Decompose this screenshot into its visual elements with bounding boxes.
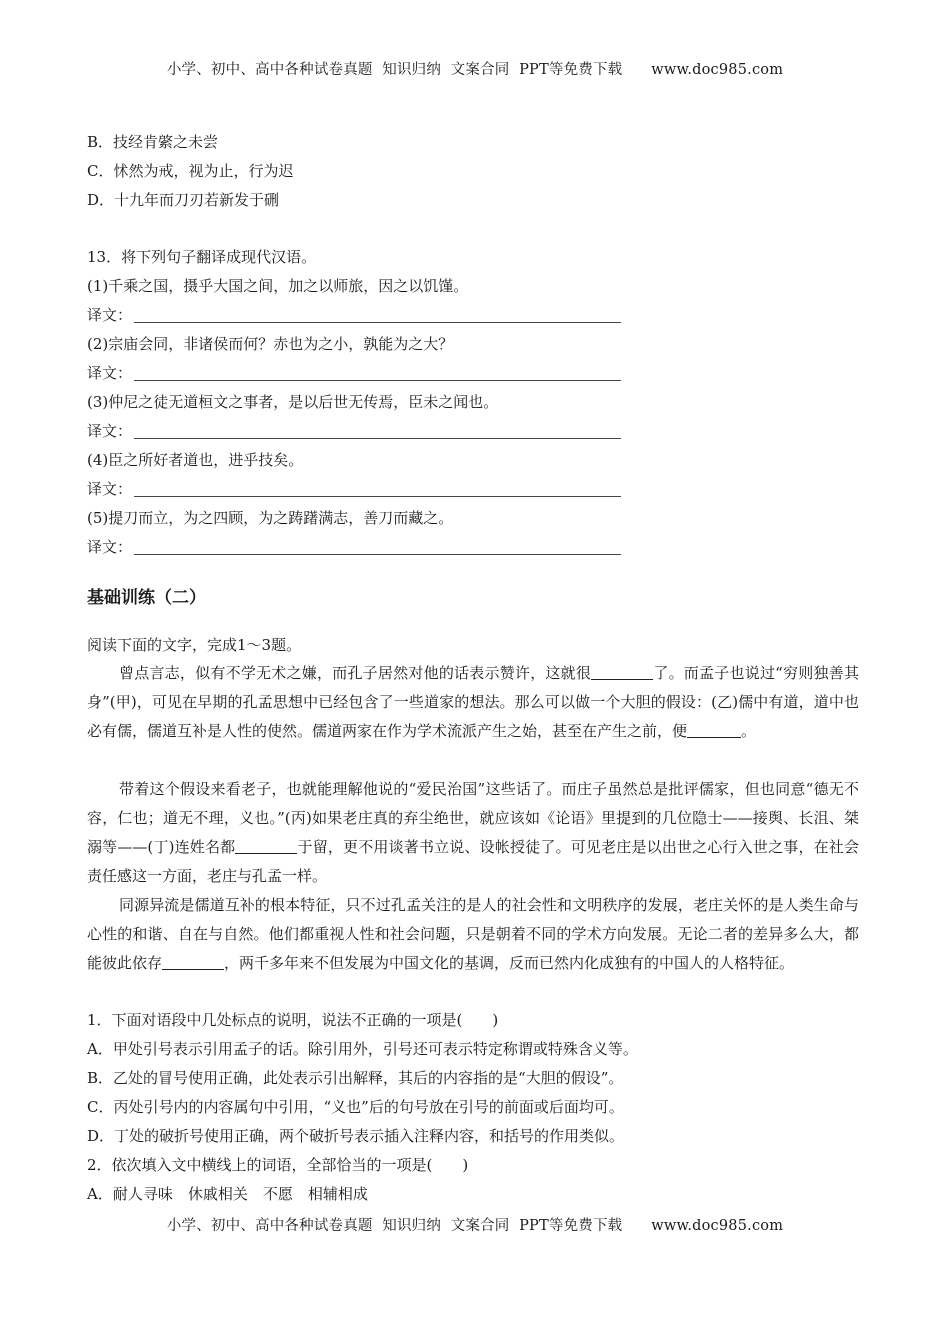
answer-line-1[interactable] xyxy=(134,307,621,323)
passage-text: 。 xyxy=(741,722,757,740)
answer-line-4[interactable] xyxy=(134,481,621,497)
passage-text: ，两千多年来不但发展为中国文化的基调，反而已然内化成独有的中国人的人格特征。 xyxy=(224,954,795,972)
translation-label: 译文： xyxy=(87,422,133,440)
passage-paragraph-1 xyxy=(87,659,859,746)
page-header: 小学、初中、高中各种试卷真题 知识归纳 文案合同 PPT等免费下载 www.doc985.com xyxy=(166,62,784,78)
question-1-option-d: D．丁处的破折号使用正确，两个破折号表示插入注释内容，和括号的作用类似。 xyxy=(87,1127,625,1145)
fill-blank-4[interactable] xyxy=(162,955,224,970)
translation-label: 译文： xyxy=(87,480,133,498)
question-2-option-a: A．耐人寻味 休戚相关 不愿 相辅相成 xyxy=(87,1185,368,1203)
translate-sentence-5: (5)提刀而立，为之四顾，为之踌躇满志，善刀而藏之。 xyxy=(87,509,454,527)
passage-text: 同源异流是儒道互补的根本特征，只不过孔孟关注的是人的社会性和文明秩序的发展，老庄关怀的是人类生命与心性的和谐、自在与自然。他们都重视人性和社会问题，只是朝着不同的学术方向发展。无论二者的差异多么大，都能彼此依存 xyxy=(87,896,859,972)
question-1-option-a: A．甲处引号表示引用孟子的话。除引用外，引号还可表示特定称谓或特殊含义等。 xyxy=(87,1040,638,1058)
translation-label: 译文： xyxy=(87,538,133,556)
answer-line-3[interactable] xyxy=(134,423,621,439)
question-2: 2．依次填入文中横线上的词语，全部恰当的一项是( ) xyxy=(87,1156,469,1174)
question-1: 1．下面对语段中几处标点的说明，说法不正确的一项是( ) xyxy=(87,1011,499,1029)
translation-row-4 xyxy=(87,479,621,499)
translation-row-1 xyxy=(87,305,621,325)
option-c: C．怵然为戒，视为止，行为迟 xyxy=(87,162,294,180)
question-1-option-c: C．丙处引号内的内容属句中引用，“义也”后的句号放在引号的前面或后面均可。 xyxy=(87,1098,624,1116)
translation-row-2 xyxy=(87,363,621,383)
translation-label: 译文： xyxy=(87,306,133,324)
reading-intro: 阅读下面的文字，完成1～3题。 xyxy=(87,636,302,654)
page-footer: 小学、初中、高中各种试卷真题 知识归纳 文案合同 PPT等免费下载 www.doc985.com xyxy=(166,1218,784,1234)
fill-blank-3[interactable] xyxy=(235,839,297,854)
translate-sentence-2: (2)宗庙会同，非诸侯而何？赤也为之小，孰能为之大？ xyxy=(87,335,454,353)
translate-sentence-1: (1)千乘之国，摄乎大国之间，加之以师旅，因之以饥馑。 xyxy=(87,277,469,295)
translate-sentence-3: (3)仲尼之徒无道桓文之事者，是以后世无传焉，臣未之闻也。 xyxy=(87,393,499,411)
passage-paragraph-3 xyxy=(87,891,859,978)
fill-blank-2[interactable] xyxy=(687,723,741,738)
question-13-title: 13．将下列句子翻译成现代汉语。 xyxy=(87,248,317,266)
answer-line-5[interactable] xyxy=(134,539,621,555)
translation-row-3 xyxy=(87,421,621,441)
fill-blank-1[interactable] xyxy=(591,665,653,680)
translation-label: 译文： xyxy=(87,364,133,382)
option-b: B．技经肯綮之未尝 xyxy=(87,133,219,151)
passage-text: 于留，更不用谈著书立说、设帐授徒了。可见老庄是以出世之心行入世之事，在社会责任感这一方面，老庄与孔孟一样。 xyxy=(87,838,859,885)
question-1-option-b: B．乙处的冒号使用正确，此处表示引出解释，其后的内容指的是“大胆的假设”。 xyxy=(87,1069,624,1087)
option-d: D．十九年而刀刃若新发于硎 xyxy=(87,191,280,209)
passage-paragraph-2 xyxy=(87,775,859,891)
passage-text: 带着这个假设来看老子，也就能理解他说的“爱民治国”这些话了。而庄子虽然总是批评儒家，但也同意“德无不容，仁也；道无不理，义也。”(丙)如果老庄真的弃尘绝世，就应该如《论语》里提到的几位隐士——接舆、长沮、桀溺等——(丁)连姓名都 xyxy=(87,780,859,856)
answer-line-2[interactable] xyxy=(134,365,621,381)
passage-text: 了。而孟子也说过“穷则独善其身”(甲)，可见在早期的孔孟思想中已经包含了一些道家的想法。那么可以做一个大胆的假设：(乙)儒中有道，道中也必有儒，儒道互补是人性的使然。儒道两家在作为学术流派产生之始，甚至在产生之前，便 xyxy=(87,664,859,740)
translate-sentence-4: (4)臣之所好者道也，进乎技矣。 xyxy=(87,451,304,469)
section-heading: 基础训练（二） xyxy=(87,588,206,608)
passage-text: 曾点言志，似有不学无术之嫌，而孔子居然对他的话表示赞许，这就很 xyxy=(119,664,592,682)
translation-row-5 xyxy=(87,537,621,557)
